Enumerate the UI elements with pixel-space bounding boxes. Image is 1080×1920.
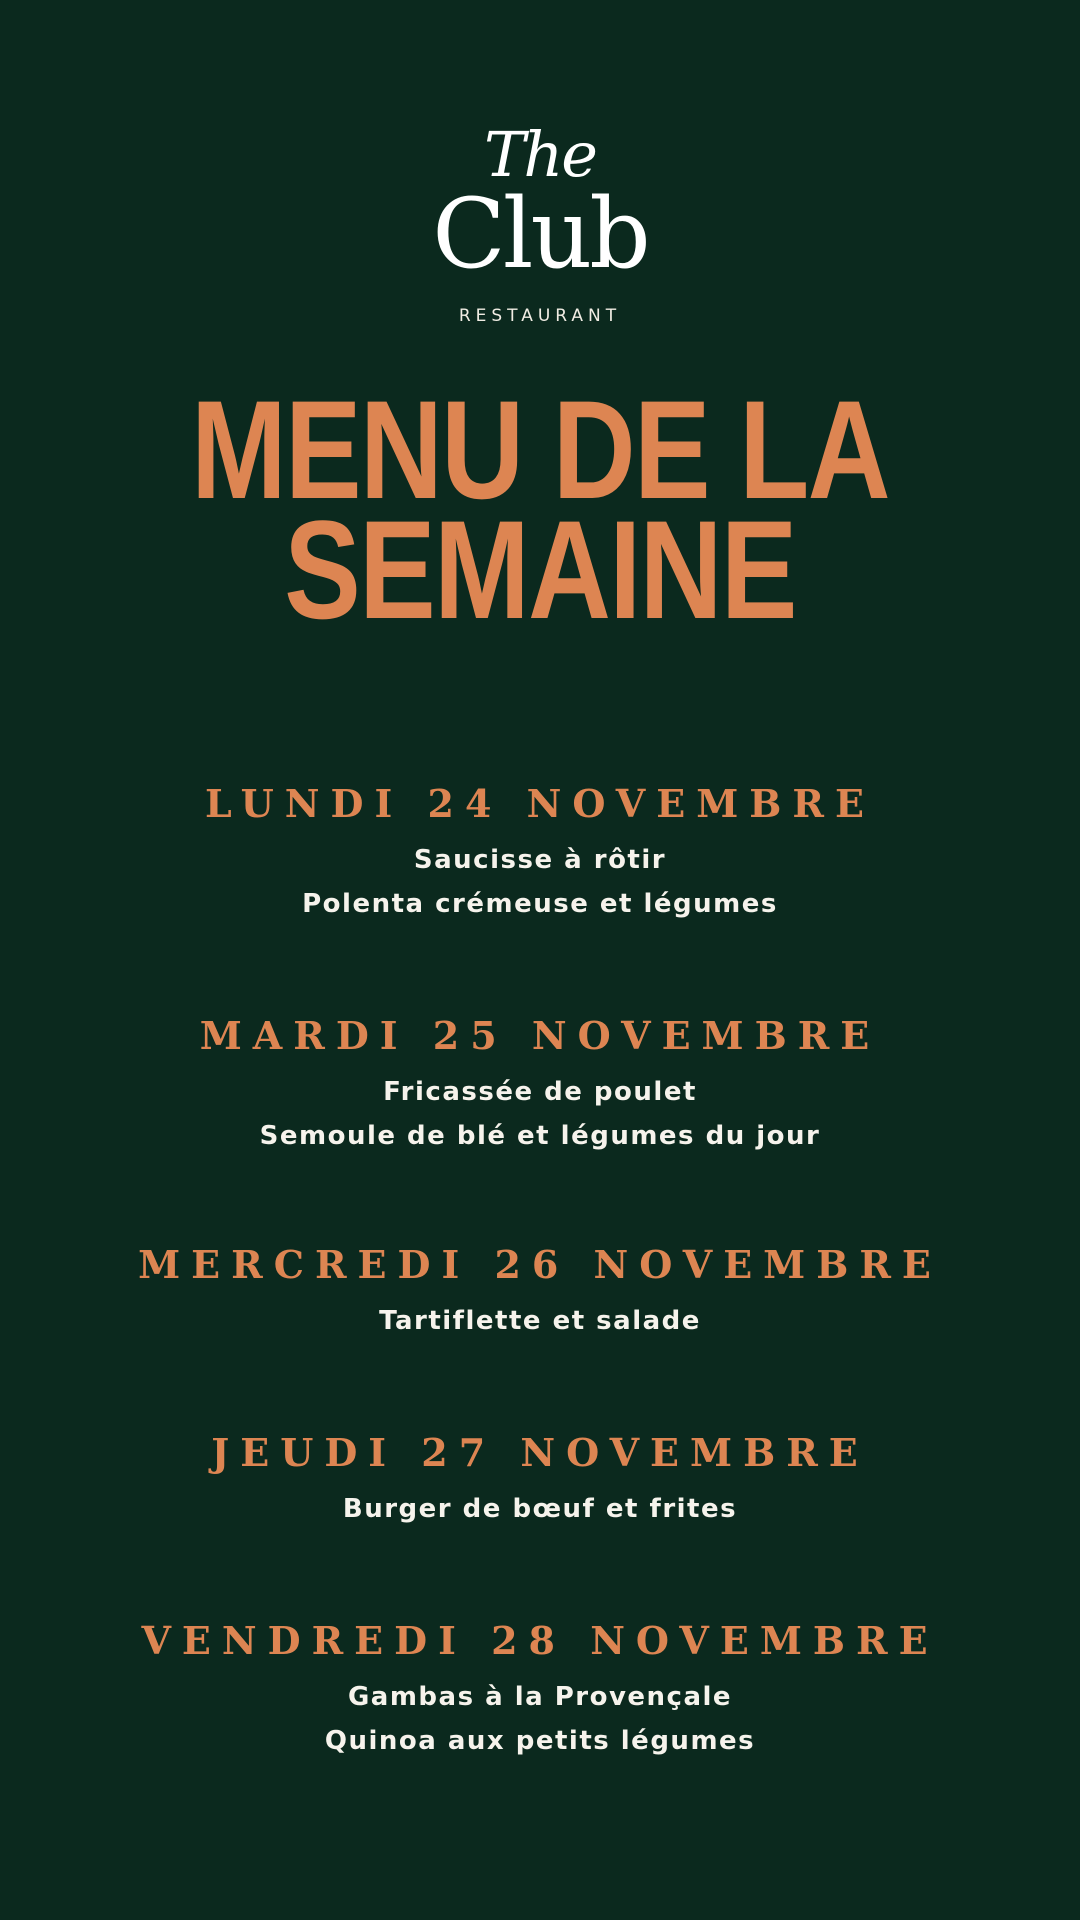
dish-list [0,838,1080,926]
dish-item: Saucisse à rôtir [413,845,667,875]
day-heading: LUNDI 24 NOVEMBRE [205,781,875,826]
day-heading: JEUDI 27 NOVEMBRE [211,1430,869,1475]
day-monday [0,780,1080,926]
menu-title [0,371,1080,648]
day-heading: MERCREDI 26 NOVEMBRE [138,1242,942,1287]
day-thursday [0,1429,1080,1531]
dish-item: Quinoa aux petits légumes [324,1726,756,1756]
restaurant-logo [0,120,1080,326]
menu-title-line-1: MENU DE LA [191,371,889,528]
logo-subtitle: RESTAURANT [458,306,622,326]
dish-item: Polenta crémeuse et légumes [302,889,778,919]
day-heading: MARDI 25 NOVEMBRE [199,1013,881,1058]
menu-title-line-2: SEMAINE [284,491,796,648]
day-friday [0,1617,1080,1763]
day-heading: VENDREDI 28 NOVEMBRE [141,1618,939,1663]
dish-item: Semoule de blé et légumes du jour [259,1121,821,1151]
dish-list [0,1299,1080,1343]
dish-item: Gambas à la Provençale [347,1682,733,1712]
dish-list [0,1675,1080,1763]
logo-club: Club [432,178,648,290]
dish-list [0,1487,1080,1531]
dish-item: Fricassée de poulet [383,1077,697,1107]
dish-list [0,1070,1080,1158]
logo-the: The [484,118,596,191]
day-tuesday [0,1012,1080,1158]
dish-item: Tartiflette et salade [379,1306,701,1336]
dish-item: Burger de bœuf et frites [342,1494,738,1524]
day-wednesday [0,1241,1080,1343]
